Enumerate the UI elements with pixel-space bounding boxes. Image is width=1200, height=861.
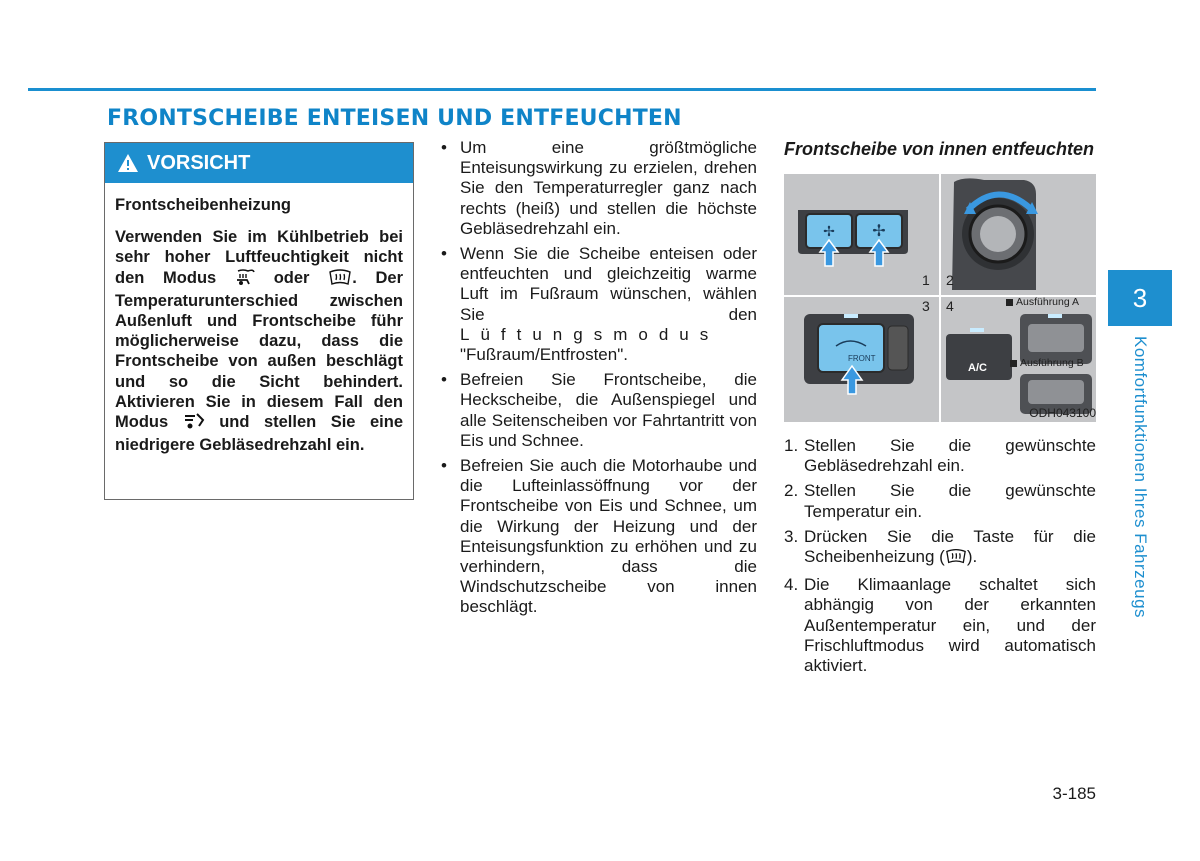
section-title: FRONTSCHEIBE ENTEISEN UND ENTFEUCHTEN [107,106,682,131]
control-panel-figure [784,174,1096,422]
bullet-item [441,244,757,365]
step-text: Drücken Sie die Taste für die Scheibenheizung ( [804,526,1096,567]
figure-label-4: 4 [946,298,954,314]
variant-a-legend [1006,296,1079,308]
subsection-title: Frontscheibe von innen entfeuchten [784,139,1095,159]
variant-b-label: Ausführung B [1020,357,1084,369]
figure-label-2: 2 [946,272,954,288]
defrost-icon [945,547,967,570]
bullet-text: "Fußraum/Entfrosten". [460,345,628,365]
step-text: Stellen Sie die gewünschte Gebläsedrehzahl ein. [804,436,1096,476]
step-number: 4. [784,575,799,595]
warning-subtitle: Frontscheibenheizung [115,196,292,214]
warning-triangle-icon [117,153,139,173]
warning-label: VORSICHT [147,151,251,174]
step-number: 1. [784,436,799,455]
warning-text-4: und stellen Sie eine niedrigere Gebläsedrehzahl ein. [115,413,404,455]
step-item [784,527,1096,570]
bullet-text: Um eine größtmögliche Enteisungswirkung zu erzielen, drehen Sie den Temperaturregler ganz nach rechts (heiß) und stellen die höchste Gebläsedrehzahl ein. [460,138,757,238]
legend-square [1010,360,1017,367]
warning-text-1: Verwenden Sie im Kühlbetrieb bei sehr hoher Luftfeuchtigkeit nicht den Modus [115,228,403,287]
step-text: Stellen Sie die gewünschte Temperatur ein. [804,481,1096,521]
svg-text:✢: ✢ [823,224,835,240]
bullet-text: Befreien Sie auch die Motorhaube und die Lufteinlassöffnung vor der Frontscheibe von Eis und Schnee, um die Wirkung der Heizung und der Enteisungsfunktion zu erhöhen und zu verhindern, dass die Windschutzscheibe von innen beschlägt. [460,456,757,617]
step-item [784,436,1096,476]
bullet-item [441,456,757,618]
bullet-column [441,138,757,623]
ac-button-text: A/C [968,362,987,374]
bullet-item [441,138,757,239]
figure-label-1: 1 [922,272,930,288]
top-divider [28,88,1096,91]
chapter-title: Komfortfunktionen Ihres Fahrzeugs [1131,336,1150,619]
bullet-dot: • [441,138,447,157]
warning-header [105,143,413,183]
bullet-list [441,138,757,618]
step-number: 2. [784,481,799,501]
bullet-dot: • [441,244,447,264]
step-text: Die Klimaanlage schaltet sich abhängig von der erkannten Außentemperatur ein, und der Frischluftmodus wird automatisch aktiviert. [804,575,1096,676]
chapter-number: 3 [1132,282,1148,313]
steps-list [784,436,1096,676]
right-column [784,138,1096,681]
floor-vent-icon [183,412,205,435]
warning-body [105,183,413,455]
bullet-item [441,370,757,451]
legend-square [1006,299,1013,306]
bullet-dot: • [441,370,447,390]
bullet-text: Wenn Sie die Scheibe enteisen oder entfeuchten und gleichzeitig warme Luft im Fußraum wünschen, wählen Sie den [460,244,757,324]
warning-text [115,227,403,455]
page-number: 3-185 [1052,784,1096,803]
figure-code: ODH043100 [1029,406,1096,420]
step-item [784,575,1096,676]
warning-text-3: . Der Temperaturunterschied zwischen Außenluft und Frontscheibe führ möglicherweise dazu, dass die Frontscheibe von außen beschlägt und so die Sicht behindert. Aktivieren Sie in diesem Fall den Modus [115,268,404,432]
defrost-icon [328,268,352,291]
floor-defrost-icon [235,268,255,291]
svg-text:✢: ✢ [872,221,886,240]
bullet-text: Befreien Sie Frontscheibe, die Heckscheibe, die Außenspiegel und alle Seitenscheiben vor Fahrtantritt von Eis und Schnee. [460,370,757,450]
warning-text-2: oder [273,268,310,287]
figure-label-3: 3 [922,298,930,314]
bullet-dot: • [441,456,447,476]
front-button-text: FRONT [848,354,876,363]
warning-box [104,142,414,500]
chapter-tab[interactable] [1108,270,1172,326]
step-item [784,481,1096,521]
bullet-text-spaced: Lüftungsmodus [460,324,720,344]
variant-a-label: Ausführung A [1016,296,1080,308]
step-text: ). [966,547,978,567]
step-number: 3. [784,526,799,546]
variant-b-legend [1010,357,1084,369]
